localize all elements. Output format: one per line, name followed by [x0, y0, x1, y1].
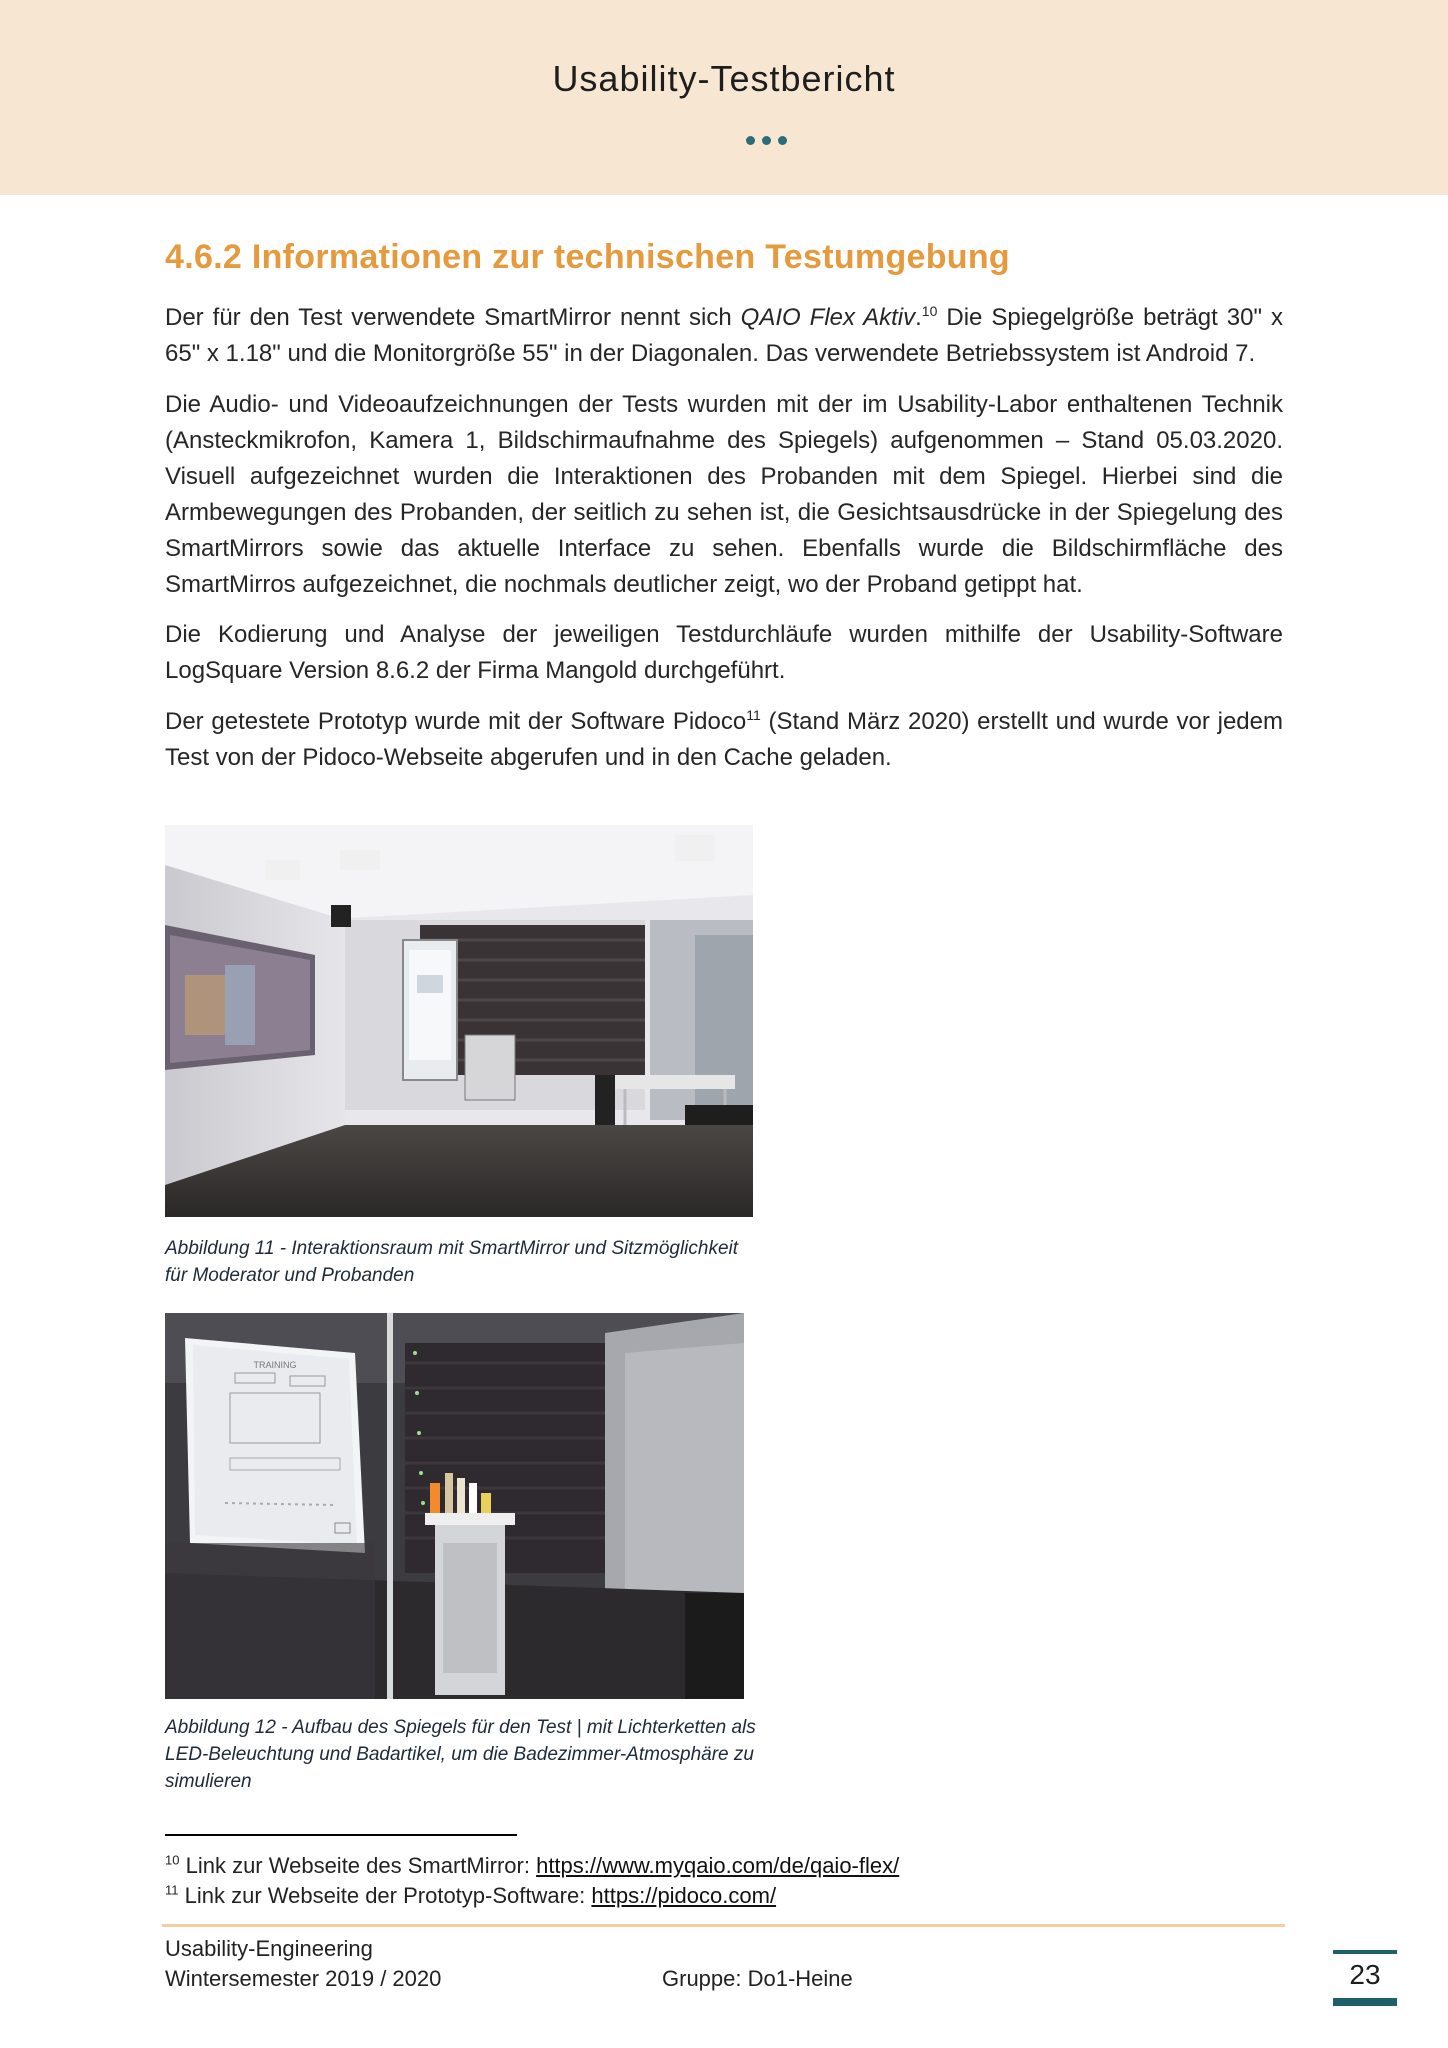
footer-course: Usability-Engineering: [165, 1936, 373, 1961]
page-header: [0, 0, 1448, 195]
figure-12-photo: [165, 1313, 744, 1699]
footnote-separator: [165, 1834, 517, 1836]
footnote-11: [165, 1883, 776, 1909]
mirror-screen-title: TRAINING: [253, 1360, 297, 1370]
footnote-text: Link zur Webseite der Prototyp-Software:: [184, 1883, 592, 1908]
p4-text-a: Der getestete Prototyp wurde mit der Software Pidoco: [165, 708, 747, 735]
p1-product-name: QAIO Flex Aktiv: [740, 304, 916, 331]
footnote-ref-11[interactable]: 11: [746, 707, 761, 723]
p1-text-c: Die Spiegelgröße beträgt 30" x 65" x 1.18" und die Monitorgröße 55" in der Diagonalen. Das verwendete Betriebssystem ist Android 7.: [165, 304, 1284, 367]
footnote-number: 10: [165, 1852, 180, 1868]
page-number-bar-bottom: [1333, 1998, 1397, 2006]
page-number-box: [1333, 1950, 1397, 2006]
interaction-room-image: [165, 825, 753, 1217]
figure-12-caption: Abbildung 12 - Aufbau des Spiegels für den Test | mit Lichterketten als LED-Beleuchtung und Badartikel, um die Badezimmer-Atmosphäre zu simulieren: [165, 1717, 756, 1792]
footnote-link-pidoco[interactable]: https://pidoco.com/: [591, 1883, 777, 1908]
footer-separator: [162, 1924, 1285, 1927]
figure-11-caption: Abbildung 11 - Interaktionsraum mit SmartMirror und Sitzmöglichkeit für Moderator und Probanden: [165, 1238, 739, 1286]
paragraph-smartmirror: [165, 300, 1283, 372]
footnote-10: [165, 1853, 899, 1879]
section-heading: 4.6.2 Informationen zur technischen Testumgebung: [165, 238, 1010, 276]
p1-text-b: .: [915, 304, 922, 331]
p1-text-a: Der für den Test verwendete SmartMirror nennt sich: [165, 304, 741, 331]
footer-semester: Wintersemester 2019 / 2020: [165, 1966, 442, 1991]
header-title: Usability-Testbericht: [552, 58, 896, 99]
footnote-number: 11: [165, 1882, 179, 1898]
paragraph-analysis: Die Kodierung und Analyse der jeweiligen Testdurchläufe wurden mithilfe der Usability-Software LogSquare Version 8.6.2 der Firma Mangold durchgeführt.: [165, 621, 1283, 684]
figure-11-photo: [165, 825, 753, 1217]
p4-text-b: (Stand März 2020) erstellt und wurde vor jedem Test von der Pidoco-Webseite abgerufen und in den Cache geladen.: [165, 708, 1283, 771]
footnote-link-qaio[interactable]: https://www.myqaio.com/de/qaio-flex/: [536, 1853, 900, 1878]
footer-group: Gruppe: Do1-Heine: [662, 1966, 853, 1991]
footnote-ref-10[interactable]: 10: [921, 303, 938, 319]
footnote-text: Link zur Webseite des SmartMirror:: [185, 1853, 537, 1878]
header-dots-ornament: [746, 136, 796, 148]
page-number: 23: [1349, 1959, 1381, 1990]
paragraph-recordings: Die Audio- und Videoaufzeichnungen der Tests wurden mit der im Usability-Labor enthaltenen Technik (Ansteckmikrofon, Kamera 1, Bildschirmaufnahme des Spiegels) aufgenommen – Stand 05.03.2020. Visuell aufgezeichnet wurden die Interaktionen des Probanden mit dem Spiegel. Hierbei sind die Armbewegungen des Probanden, der seitlich zu sehen ist, die Gesichtsausdrücke in der Spiegelung des SmartMirrors sowie das aktuelle Interface zu sehen. Ebenfalls wurde die Bildschirmfläche des SmartMirros aufgezeichnet, die nochmals deutlicher zeigt, wo der Proband getippt hat.: [165, 391, 1283, 598]
page-number-bar-top: [1333, 1950, 1397, 1954]
paragraph-prototype: [165, 704, 1283, 776]
mirror-setup-image: [165, 1313, 744, 1699]
